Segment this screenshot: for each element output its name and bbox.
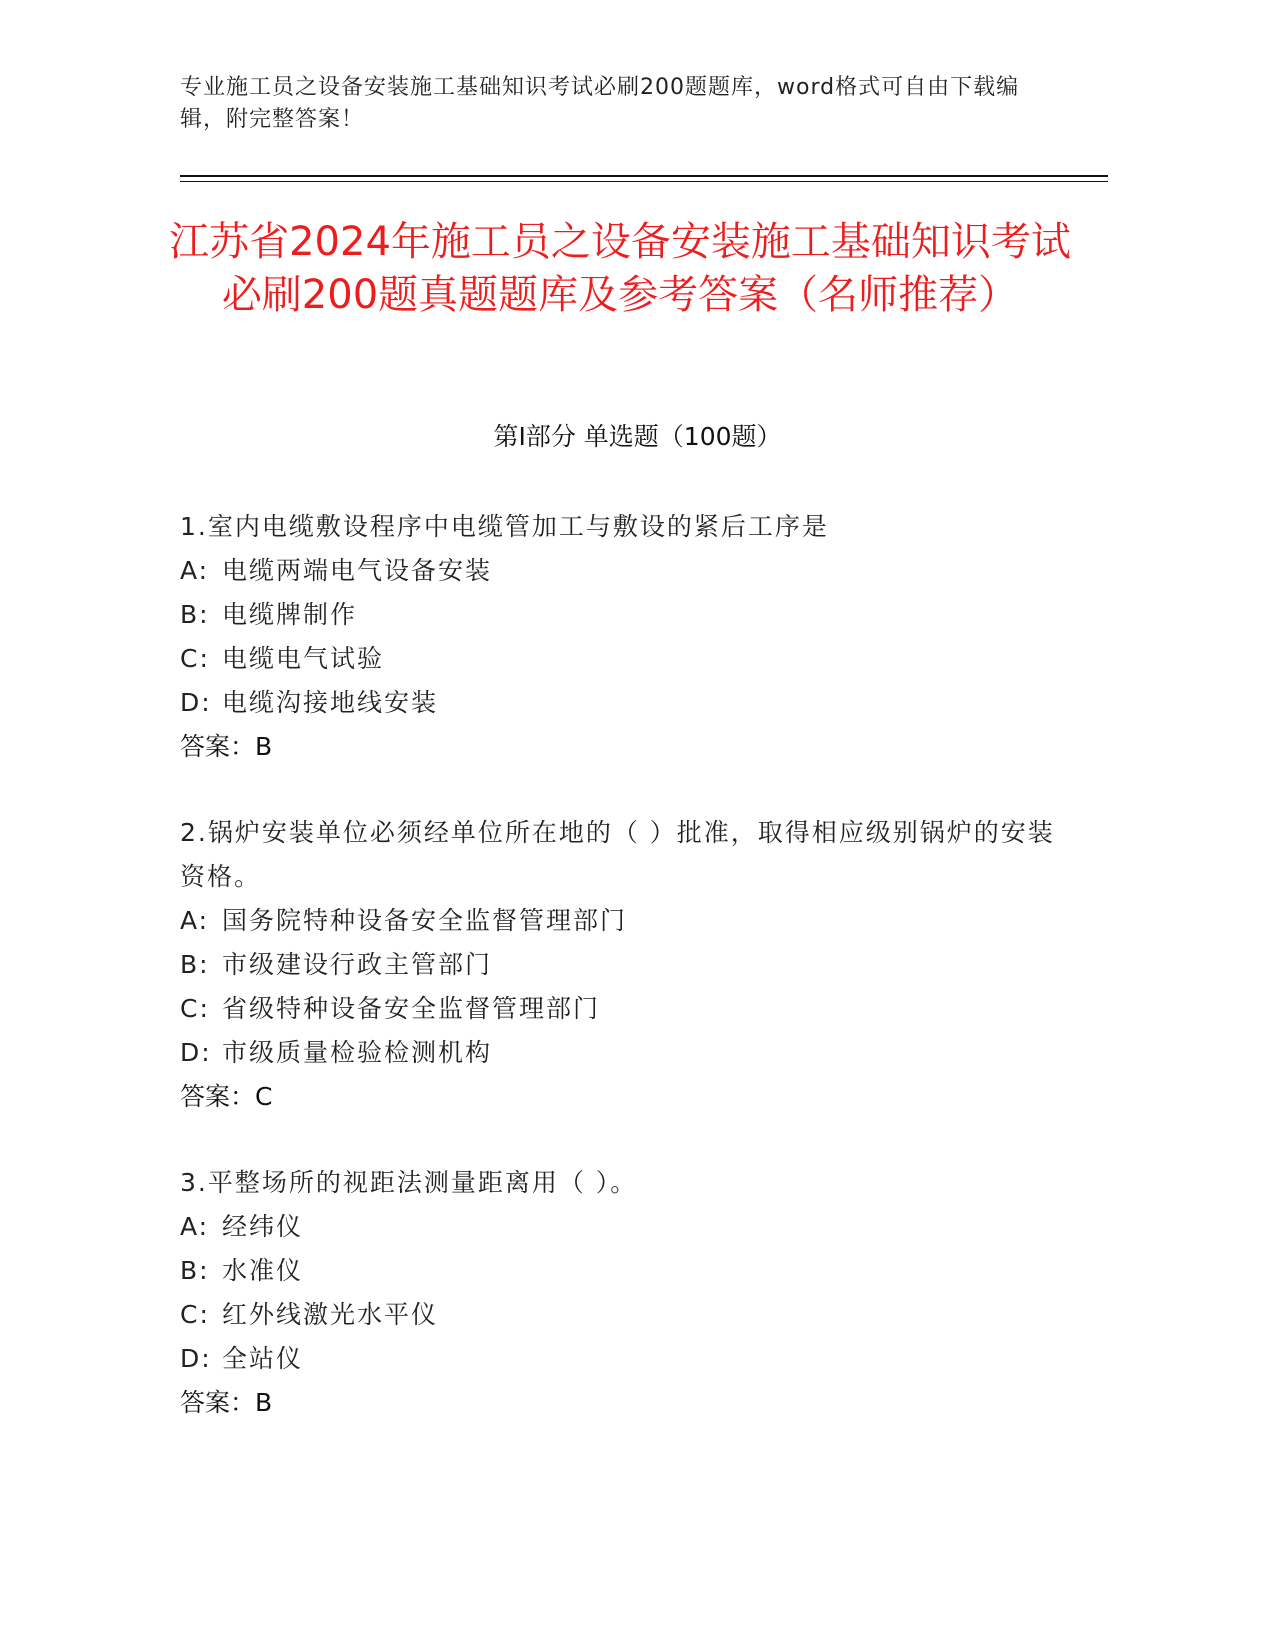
option-label: B: [180, 600, 210, 629]
option-label: D: [180, 1344, 212, 1373]
question-stem: 1.室内电缆敷设程序中电缆管加工与敷设的紧后工序是 [180, 512, 829, 541]
option-label: A: [180, 1212, 210, 1241]
question-list [180, 505, 1080, 1467]
option-label: C: [180, 994, 210, 1023]
option-c [180, 987, 1080, 1031]
header-divider-thick [180, 175, 1108, 177]
option-d [180, 1031, 1080, 1075]
option-label: B: [180, 1256, 210, 1285]
option-a [180, 899, 1080, 943]
option-label: A: [180, 906, 210, 935]
option-d [180, 1337, 1080, 1381]
option-text: 电缆两端电气设备安装 [222, 556, 493, 585]
option-c [180, 1293, 1080, 1337]
question-stem: 2.锅炉安装单位必须经单位所在地的（ ）批准，取得相应级别锅炉的安装资格。 [180, 818, 1055, 891]
option-text: 红外线激光水平仪 [222, 1300, 439, 1329]
option-label: D: [180, 1038, 212, 1067]
option-label: A: [180, 556, 210, 585]
answer-line: 答案：C [180, 1082, 273, 1111]
option-text: 电缆沟接地线安装 [222, 688, 439, 717]
question-1 [180, 505, 1080, 769]
option-a [180, 1205, 1080, 1249]
section-heading: 第I部分 单选题（100题） [493, 422, 782, 451]
option-b [180, 593, 1080, 637]
option-text: 市级建设行政主管部门 [222, 950, 493, 979]
question-3 [180, 1161, 1080, 1425]
option-text: 电缆电气试验 [222, 644, 385, 673]
option-b [180, 1249, 1080, 1293]
header-note: 专业施工员之设备安装施工基础知识考试必刷200题题库，word格式可自由下载编辑，附完整答案！ [180, 75, 1020, 132]
option-text: 市级质量检验检测机构 [222, 1038, 493, 1067]
option-text: 电缆牌制作 [222, 600, 358, 629]
option-c [180, 637, 1080, 681]
question-stem: 3.平整场所的视距法测量距离用（ ）。 [180, 1168, 638, 1197]
option-text: 全站仪 [222, 1344, 304, 1373]
option-label: C: [180, 644, 210, 673]
option-text: 省级特种设备安全监督管理部门 [222, 994, 601, 1023]
option-label: B: [180, 950, 210, 979]
document-title: 江苏省2024年施工员之设备安装施工基础知识考试必刷200题真题题库及参考答案（名师推荐） [169, 219, 1071, 318]
answer-line: 答案：B [180, 732, 273, 761]
option-b [180, 943, 1080, 987]
option-text: 经纬仪 [222, 1212, 304, 1241]
option-label: D: [180, 688, 212, 717]
answer-line: 答案：B [180, 1388, 273, 1417]
header-divider-thin [180, 181, 1108, 182]
question-2 [180, 811, 1080, 1119]
option-d [180, 681, 1080, 725]
option-text: 水准仪 [222, 1256, 304, 1285]
option-label: C: [180, 1300, 210, 1329]
option-text: 国务院特种设备安全监督管理部门 [222, 906, 628, 935]
option-a [180, 549, 1080, 593]
